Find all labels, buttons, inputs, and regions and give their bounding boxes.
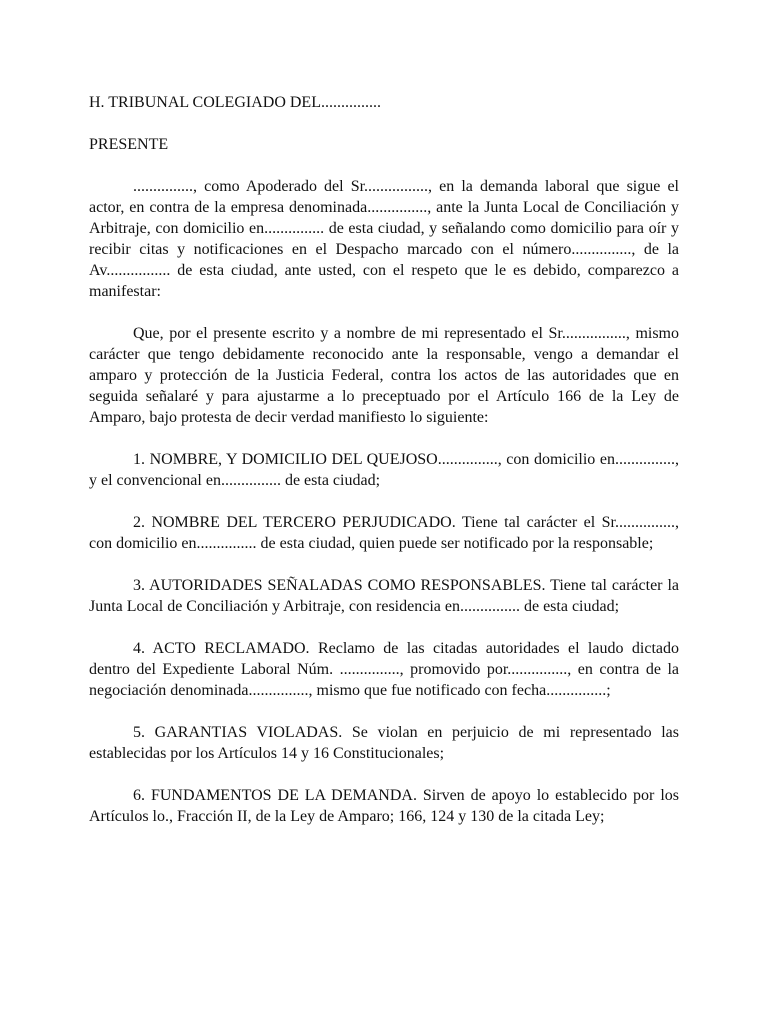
- item-fundamentos: 6. FUNDAMENTOS DE LA DEMANDA. Sirven de apoyo lo establecido por los Artículos lo., Fracción II, de la Ley de Amparo; 166, 124 y 130 de la citada Ley;: [89, 787, 679, 825]
- document-page: [89, 92, 679, 827]
- statement-paragraph: Que, por el presente escrito y a nombre de mi representado el Sr................, mismo carácter que tengo debidamente reconocido ante la responsable, vengo a demandar el amparo y protección de la Justicia Federal, contra los actos de las autoridades que en seguida señalaré y para ajustarme a lo preceptuado por el Artículo 166 de la Ley de Amparo, bajo protesta de decir verdad manifiesto lo siguiente:: [89, 325, 679, 426]
- item-autoridades: 3. AUTORIDADES SEÑALADAS COMO RESPONSABLES. Tiene tal carácter la Junta Local de Conciliación y Arbitraje, con residencia en............... de esta ciudad;: [89, 577, 679, 615]
- item-acto-reclamado: 4. ACTO RECLAMADO. Reclamo de las citadas autoridades el laudo dictado dentro del Expediente Laboral Núm. ..............., promovido por..............., en contra de la negociación denominada..............., mismo que fue notificado con fecha...............;: [89, 640, 679, 699]
- item-garantias: 5. GARANTIAS VIOLADAS. Se violan en perjuicio de mi representado las establecidas por los Artículos 14 y 16 Constitucionales;: [89, 724, 679, 762]
- item-tercero-perjudicado: 2. NOMBRE DEL TERCERO PERJUDICADO. Tiene tal carácter el Sr..............., con domicilio en............... de esta ciudad, quien puede ser notificado por la responsable;: [89, 514, 679, 552]
- item-quejoso: 1. NOMBRE, Y DOMICILIO DEL QUEJOSO..............., con domicilio en..............., y el convencional en............... de esta ciudad;: [89, 451, 679, 489]
- court-heading: H. TRIBUNAL COLEGIADO DEL...............: [89, 94, 381, 111]
- intro-paragraph: ..............., como Apoderado del Sr................, en la demanda laboral que sigue el actor, en contra de la empresa denominada..............., ante la Junta Local de Conciliación y Arbitraje, con domicilio en............... de esta ciudad, y señalando como domicilio para oír y recibir citas y notificaciones en el Despacho marcado con el número..............., de la Av................ de esta ciudad, ante usted, con el respeto que le es debido, comparezco a manifestar:: [89, 178, 679, 300]
- salutation: PRESENTE: [89, 136, 169, 153]
